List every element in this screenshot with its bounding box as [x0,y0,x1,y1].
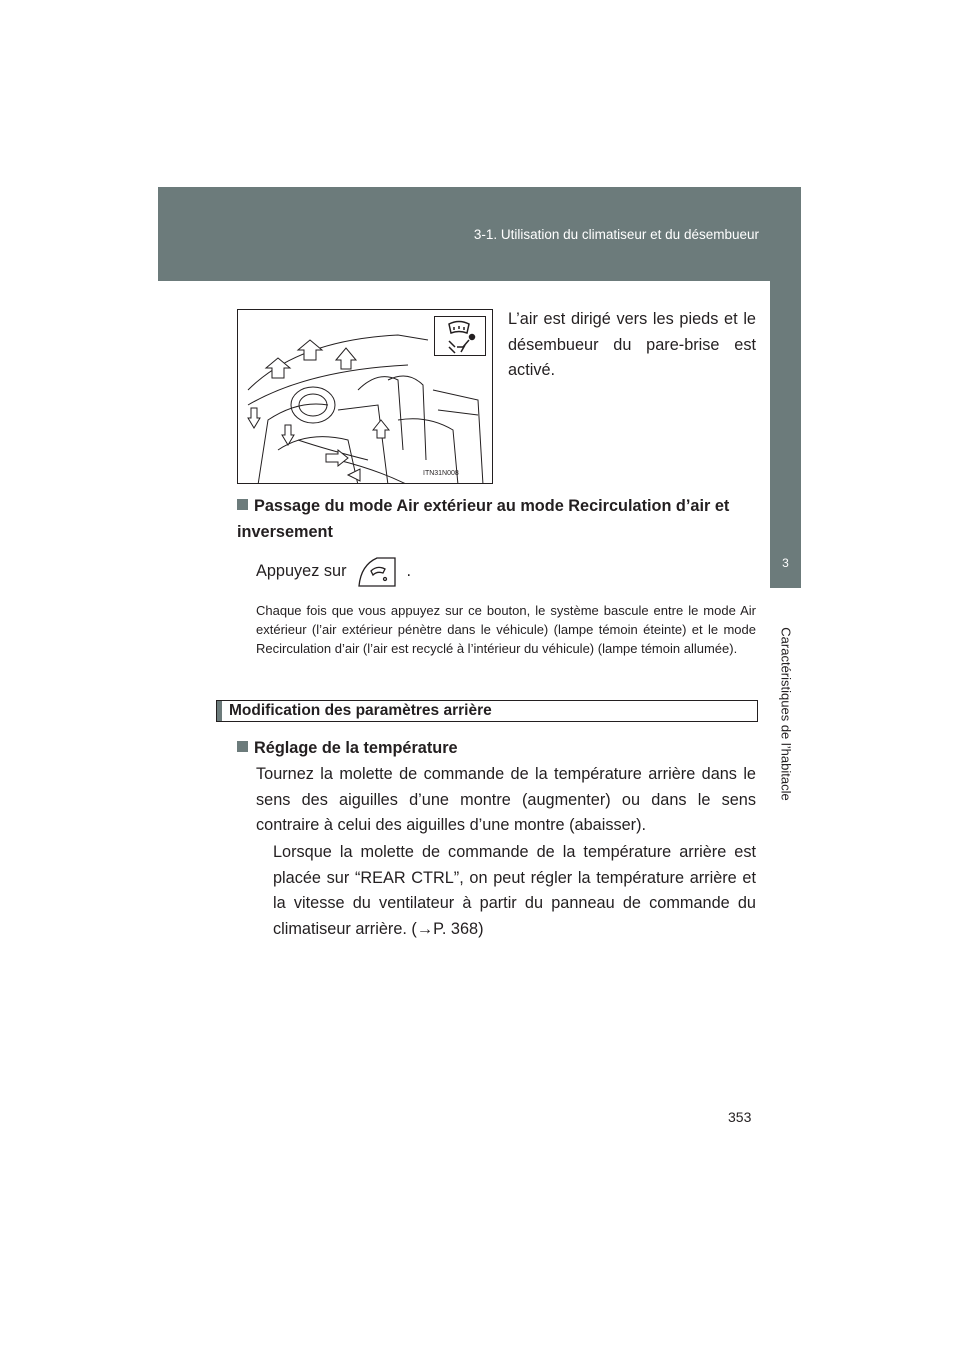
recirculation-button-icon [355,557,399,587]
section-header: 3-1. Utilisation du climatiseur et du désembueur [473,227,759,242]
intro-text: L’air est dirigé vers les pieds et le désembueur du pare-brise est activé. [508,310,756,379]
section-title-box [216,700,758,722]
chapter-title: Caractéristiques de l’habitacle [778,627,793,801]
temp-heading-text: Réglage de la température [254,739,458,757]
temp-heading [237,736,458,762]
press-line [256,556,656,587]
section-title-bar [217,701,222,721]
chapter-number: 3 [770,528,801,588]
rear-ctrl-text: Lorsque la molette de commande de la température arrière est placée sur “REAR CTRL”, on peut régler la température arrière et la vitesse du ventilateur à partir du panneau de commande du climatiseur arrière. (→P. 368) [273,843,756,938]
bullet-square [237,741,248,752]
cabin-airflow-figure [237,309,493,484]
recirc-heading-text: Passage du mode Air extérieur au mode Recirculation d’air et inversement [237,497,730,541]
chapter-title-tab [770,588,801,840]
temp-text: Tournez la molette de commande de la température arrière dans le sens des aiguilles d’une montre (augmenter) ou dans le sens contraire à celui des aiguilles d’une montre (abaisser). [256,765,756,834]
recirc-note: Chaque fois que vous appuyez sur ce bouton, le système bascule entre le mode Air extérieur (l’air extérieur pénètre dans le véhicule) (lampe témoin éteinte) et le mode Recirculation d’air (l’air est recyclé à l’intérieur du véhicule) (lampe témoin allumée). [256,603,756,656]
side-tab-bar [770,281,801,528]
foot-defrost-icon [434,316,486,356]
figure-caption: ITN31N008 [423,470,459,477]
bullet-square [237,499,248,510]
page-number: 353 [728,1109,752,1125]
recirc-heading [237,494,757,545]
press-end: . [406,562,412,580]
header-band [158,187,801,281]
section-title: Modification des paramètres arrière [229,702,492,719]
press-label: Appuyez sur [256,562,347,580]
